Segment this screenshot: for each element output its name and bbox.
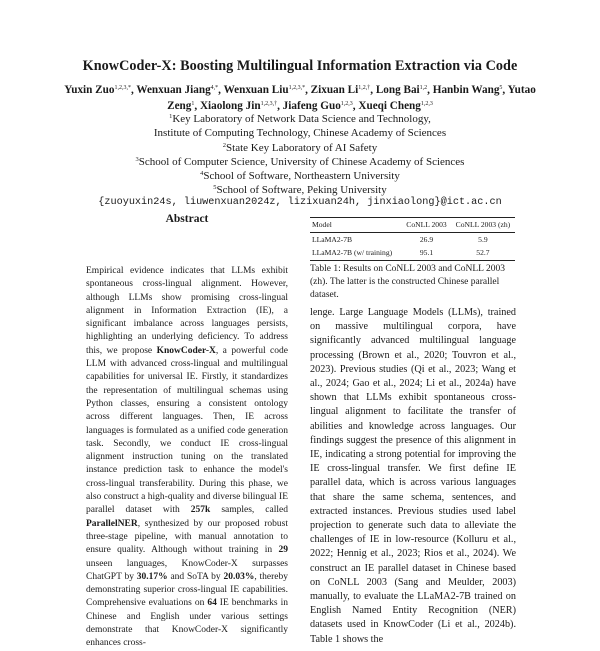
table-header: CoNLL 2003 [402,218,451,233]
affiliation: $^2$State Key Laboratory of AI Safety [222,142,378,154]
paper-title: KnowCoder-X: Boosting Multilingual Information Extraction via Code [82,58,518,74]
author: Wenxuan Liu$^{1,2,3,*}$ [223,84,306,96]
table-header-row [310,218,515,233]
contact-email[interactable]: {zuoyuxin24s, liuwenxuan2024z, lizixuan24h, jinxiaolong}@ict.ac.cn [98,197,502,208]
table-cell: LLaMA2-7B [312,235,353,244]
table-cell: 95.1 [402,246,451,261]
affiliation: Institute of Computing Technology, Chinese Academy of Sciences [153,127,447,139]
author: Jiafeng Guo$^{1,2,3}$ [282,100,353,112]
table-row [310,233,515,247]
body-paragraph: lenge. Large Language Models (LLMs), trained on massive multilingual corpora, have significantly advanced multilingual language processing (Brown et al., 2020; Touvron et al., 2023). Previous studies (Qi et al., 2023; Wang et al., 2024; Gao et al., 2024; Li et al., 2024a) have shown that LLMs exhibit spontaneous cross-lingual alignment to facilitate the transfer of abilities and knowledge across languages. Our findings suggest the presence of this alignment in IE, indicating a strong potential for improving the IE cross-lingual transfer. We first define IE parallel data, which is across various languages that share the same schema, sentences, and extracted instances. Previous studies used label projection to generate such data to alleviate the challenges of IE in low-resource (Kolluru et al., 2022; Hennig et al., 2023; Rios et al., 2024). We construct an IE parallel dataset in Chinese based on CoNLL 2003 (Sang and Meulder, 2003) manually, to evaluate the LLaMA2-7B trained on English Named Entity Recognition (NER) datasets used in KnowCoder (Li et al., 2024b). Table 1 shows the [310,307,516,645]
author-list: Yuxin Zuo$^{1,2,3,*}$, Wenxuan Jiang$^{4,*}$, Wenxuan Liu$^{1,2,3,*}$, Zixuan $Li^{1,2,\dagger}$, Long Bai$^{1,2}$, Hanbin Wang$^5$, Yutao Zeng$^1$, Xiaolong Jin$^{1,2,3,\dagger}$, Jiafeng Guo$^{1,2,3}$, Xueqi Cheng$^{1,2,3}$ [64,84,536,112]
results-table [310,217,515,261]
author: Hanbin Wang$^5$ [432,84,503,96]
table-caption: Table 1: Results on CoNLL 2003 and CoNLL 2003 (zh). The latter is the constructed Chinese parallel dataset. [310,264,505,300]
table-cell: 5.9 [478,235,488,244]
affiliation: $^3$School of Computer Science, University of Chinese Academy of Sciences [135,156,465,168]
affiliation: $^5$School of Software, Peking University [213,184,387,196]
table-header: Model [310,218,402,233]
table-cell: 52.7 [451,246,515,261]
author: Xiaolong Jin$^{1,2,3,\dagger}$ [199,100,278,112]
affiliation: $^1$Key Laboratory of Network Data Science and Technology, [169,113,431,125]
table-header: CoNLL 2003 (zh) [451,218,515,233]
author: Xueqi Cheng$^{1,2,3}$ [358,100,433,112]
table-row [310,246,515,261]
author: Yuxin Zuo$^{1,2,3,*}$ [64,84,131,96]
author: Yutao Zeng$^1$ [167,84,536,112]
abstract-text: Empirical evidence indicates that LLMs exhibit spontaneous cross-lingual alignment. However, although LLMs show promising cross-lingual alignment in Information Extraction (IE), a significant imbalance across languages persists, highlighting an underlying deficiency. To address this, we propose KnowCoder-X, a powerful code LLM with advanced cross-lingual and multilingual capabilities for universal IE. Firstly, it standardizes the representation of multilingual schemas using Python classes, ensuring a consistent ontology across different languages. Then, IE across languages is formulated as a unified code generation task. Secondly, we conduct IE cross-lingual alignment instruction tuning on the translated instance prediction task to enhance the model's cross-lingual transferability. During this phase, we also construct a high-quality and diverse bilingual IE parallel dataset with 257k samples, called ParallelNER, synthesized by our proposed robust three-stage pipeline, with manual annotation to ensure quality. Although without training in 29 unseen languages, KnowCoder-X surpasses ChatGPT by 30.17% and SoTA by 20.03%, thereby demonstrating superior cross-lingual IE capabilities. Comprehensive evaluations on 64 IE benchmarks in Chinese and English under various settings demonstrate that KnowCoder-X significantly enhances cross- [86,266,288,649]
table-cell: LLaMA2-7B (w/ training) [310,246,402,261]
author: Zixuan $Li^{1,2,\dagger}$ [310,84,371,96]
table-cell: 26.9 [419,235,434,244]
affiliation: $^4$School of Software, Northeastern University [200,170,400,182]
author: Wenxuan Jiang$^{4,*}$ [136,84,219,96]
abstract-heading: Abstract [165,213,209,225]
author: Long Bai$^{1,2}$ [375,84,428,96]
